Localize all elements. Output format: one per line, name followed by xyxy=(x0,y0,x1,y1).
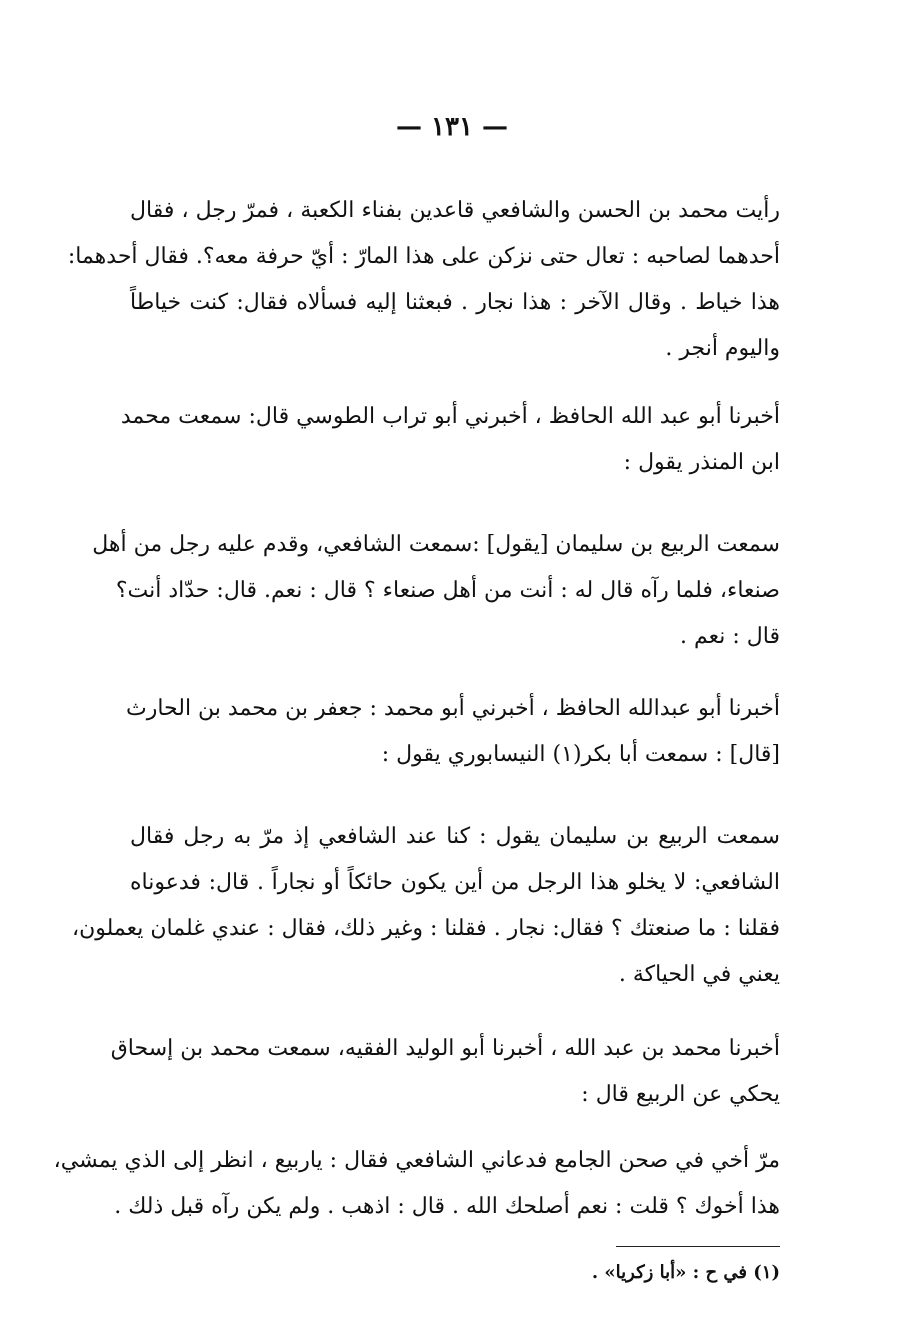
text-line: صنعاء، فلما رآه قال له : أنت من أهل صنعاء ؟ قال : نعم. قال: حدّاد أنت؟ xyxy=(115,578,780,603)
text-line: أخبرنا محمد بن عبد الله ، أخبرنا أبو الوليد الفقيه، سمعت محمد بن إسحاق xyxy=(110,1036,780,1061)
text-line: سمعت الربيع بن سليمان [يقول] :سمعت الشافعي، وقدم عليه رجل من أهل xyxy=(92,532,780,557)
text-line: سمعت الربيع بن سليمان يقول : كنا عند الشافعي إذ مرّ به رجل فقال xyxy=(130,824,780,849)
text-line: أخبرنا أبو عبد الله الحافظ ، أخبرني أبو تراب الطوسي قال: سمعت محمد xyxy=(120,404,780,429)
paragraph-1 xyxy=(67,188,780,372)
paragraph-6 xyxy=(110,1026,780,1118)
text-line: [قال] : سمعت أبا بكر(١) النيسابوري يقول : xyxy=(381,742,780,767)
text-line: الشافعي: لا يخلو هذا الرجل من أين يكون حائكاً أو نجاراً . قال: فدعوناه xyxy=(130,870,780,895)
paragraph-3 xyxy=(92,522,780,660)
text-line: هذا خياط . وقال الآخر : هذا نجار . فبعثنا إليه فسألاه فقال: كنت خياطاً xyxy=(130,290,780,315)
text-line: هذا أخوك ؟ قلت : نعم أصلحك الله . قال : اذهب . ولم يكن رآه قبل ذلك . xyxy=(114,1194,780,1219)
text-line: أحدهما لصاحبه : تعال حتى نزكن على هذا المارّ : أيّ حرفة معه؟. فقال أحدهما: xyxy=(67,244,780,269)
text-line: أخبرنا أبو عبدالله الحافظ ، أخبرني أبو محمد : جعفر بن محمد بن الحارث xyxy=(126,696,780,721)
text-line: واليوم أنجر . xyxy=(665,336,780,361)
text-line: فقلنا : ما صنعتك ؟ فقال: نجار . فقلنا : وغير ذلك، فقال : عندي غلمان يعملون، xyxy=(72,916,780,941)
text-line: يحكي عن الربيع قال : xyxy=(581,1082,780,1107)
paragraph-7 xyxy=(53,1138,780,1230)
text-line: رأيت محمد بن الحسن والشافعي قاعدين بفناء الكعبة ، فمرّ رجل ، فقال xyxy=(130,198,780,223)
text-line: يعني في الحياكة . xyxy=(618,962,780,987)
footnote: (١) في ح : «أبا زكريا» . xyxy=(591,1262,780,1283)
text-line: ابن المنذر يقول : xyxy=(623,450,780,475)
footnote-divider xyxy=(616,1246,780,1247)
paragraph-2 xyxy=(120,394,780,486)
paragraph-5 xyxy=(72,814,780,998)
text-line: مرّ أخي في صحن الجامع فدعاني الشافعي فقال : ياربيع ، انظر إلى الذي يمشي، xyxy=(53,1148,780,1173)
page-number: — ١٣١ — xyxy=(395,112,509,142)
paragraph-4 xyxy=(126,686,780,778)
text-line: قال : نعم . xyxy=(680,624,780,649)
